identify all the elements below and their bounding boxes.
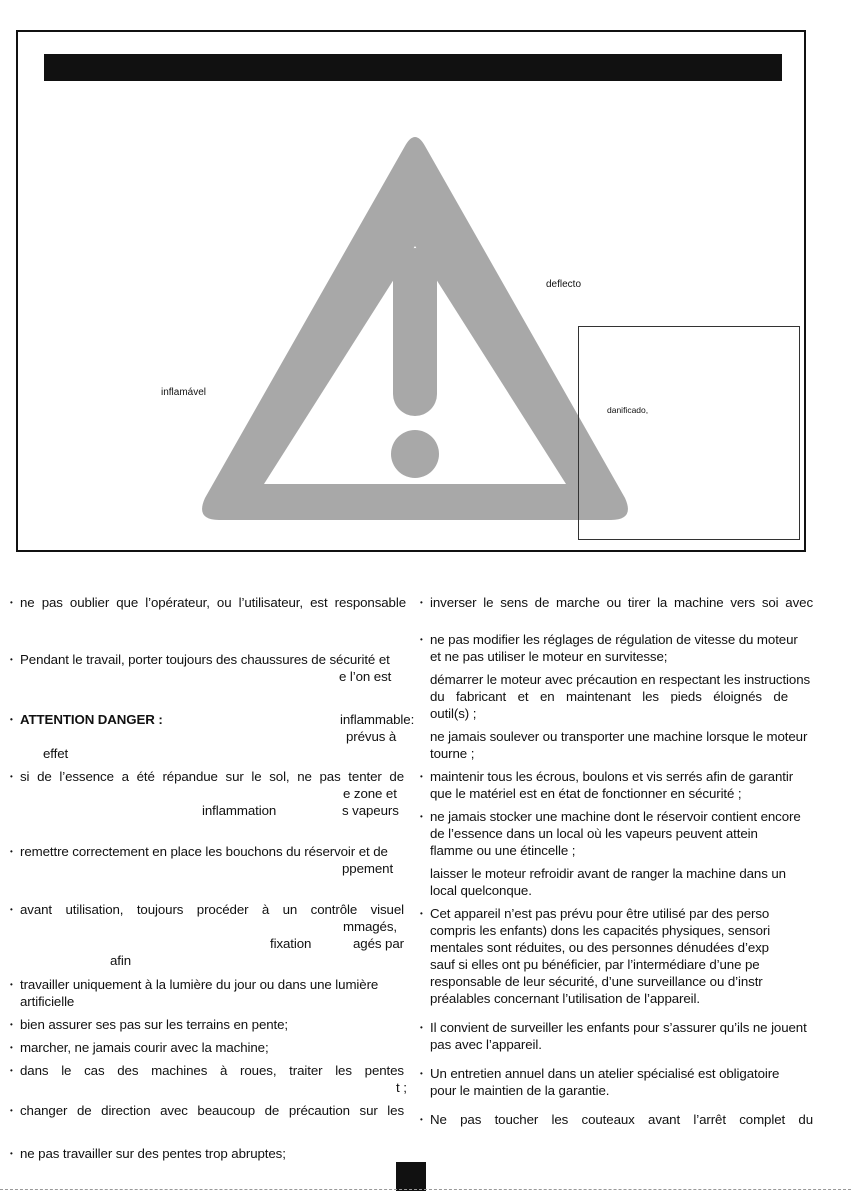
right-line-20: responsable de leur sécurité, d’une surveillance ou d’instr	[430, 974, 763, 989]
left-line-19: • travailler uniquement à la lumière du jour ou dans une lumière	[20, 976, 378, 993]
left-line-3: e l’on est	[339, 669, 392, 684]
right-line-4: démarrer le moteur avec précaution en respectant les instructions	[430, 672, 811, 687]
left-line-4: • ATTENTION DANGER :	[20, 711, 163, 728]
left-line-6: prévus à	[346, 729, 397, 744]
right-line-9: • maintenir tous les écrous, boulons et vis serrés afin de garantir	[430, 768, 793, 785]
left-line-16: fixation	[270, 936, 312, 951]
left-line-5: inflammable:	[340, 712, 415, 727]
right-line-10: que le matériel est en état de fonctionner en sécurité ;	[430, 786, 742, 801]
right-line-24: • Un entretien annuel dans un atelier spécialisé est obligatoire	[430, 1065, 779, 1082]
left-line-12: • remettre correctement en place les bouchons du réservoir et de	[20, 843, 388, 860]
left-line-1: • ne pas oublier que l’opérateur, ou l’utilisateur, est responsable	[20, 594, 406, 611]
left-line-15: mmagés,	[343, 919, 397, 934]
right-line-22: • Il convient de surveiller les enfants pour s’assurer qu’ils ne jouent	[430, 1019, 807, 1036]
left-line-17: agés par	[353, 936, 404, 951]
right-line-5: du fabricant et en maintenant les pieds éloignés de	[430, 689, 788, 704]
note-inflamavel: inflamável	[161, 387, 207, 398]
right-line-11: • ne jamais stocker une machine dont le réservoir contient encore	[430, 808, 801, 825]
left-line-25: • changer de direction avec beaucoup de précaution sur les	[20, 1102, 404, 1119]
left-line-26: • ne pas travailler sur des pentes trop abruptes;	[20, 1145, 286, 1162]
left-line-7: effet	[43, 746, 69, 761]
note-danificado: danificado,	[607, 405, 649, 415]
left-line-18: afin	[110, 953, 132, 968]
right-line-8: tourne ;	[430, 746, 475, 761]
left-line-11: s vapeurs	[342, 803, 399, 818]
bottom-dashed-rule	[0, 1189, 851, 1190]
warning-triangle-icon	[195, 128, 635, 528]
left-line-23: • dans le cas des machines à roues, traiter les pentes	[20, 1062, 404, 1079]
left-line-13: ppement	[342, 861, 394, 876]
right-line-21: préalables concernant l’utilisation de l’appareil.	[430, 991, 700, 1006]
right-line-18: mentales sont réduites, ou des personnes dénudées d’exp	[430, 940, 769, 955]
left-line-14: • avant utilisation, toujours procéder à un contrôle visuel	[20, 901, 404, 918]
right-line-3: et ne pas utiliser le moteur en survitesse;	[430, 649, 668, 664]
right-line-15: local quelconque.	[430, 883, 532, 898]
left-line-8: • si de l’essence a été répandue sur le sol, ne pas tenter de	[20, 768, 404, 785]
note-deflecto: deflecto	[546, 279, 582, 290]
right-line-17: compris les enfants) dons les capacités physiques, sensori	[430, 923, 771, 938]
warning-header-bar	[44, 54, 782, 81]
left-line-9: e zone et	[343, 786, 397, 801]
inner-notice-box	[578, 326, 800, 540]
right-line-7: ne jamais soulever ou transporter une machine lorsque le moteur	[430, 729, 808, 744]
right-line-16: • Cet appareil n’est pas prévu pour être utilisé par des perso	[430, 905, 769, 922]
left-line-24: t ;	[396, 1080, 407, 1095]
left-line-10: inflammation	[202, 803, 277, 818]
right-line-1: • inverser le sens de marche ou tirer la machine vers soi avec	[430, 594, 813, 611]
page-number-box	[396, 1162, 426, 1191]
right-line-25: pour le maintien de la garantie.	[430, 1083, 610, 1098]
left-line-2: • Pendant le travail, porter toujours des chaussures de sécurité et	[20, 651, 390, 668]
right-line-26: • Ne pas toucher les couteaux avant l’arrêt complet du	[430, 1111, 813, 1128]
right-line-2: • ne pas modifier les réglages de régulation de vitesse du moteur	[430, 631, 798, 648]
left-line-22: • marcher, ne jamais courir avec la machine;	[20, 1039, 269, 1056]
right-line-12: de l’essence dans un local où les vapeurs peuvent attein	[430, 826, 758, 841]
right-line-23: pas avec l’appareil.	[430, 1037, 542, 1052]
right-line-6: outil(s) ;	[430, 706, 477, 721]
left-line-20: artificielle	[20, 994, 75, 1009]
right-line-19: sauf si elles ont pu bénéficier, par l’intermédiare d’une pe	[430, 957, 760, 972]
left-line-21: • bien assurer ses pas sur les terrains en pente;	[20, 1016, 288, 1033]
right-line-14: laisser le moteur refroidir avant de ranger la machine dans un	[430, 866, 786, 881]
right-line-13: flamme ou une étincelle ;	[430, 843, 576, 858]
